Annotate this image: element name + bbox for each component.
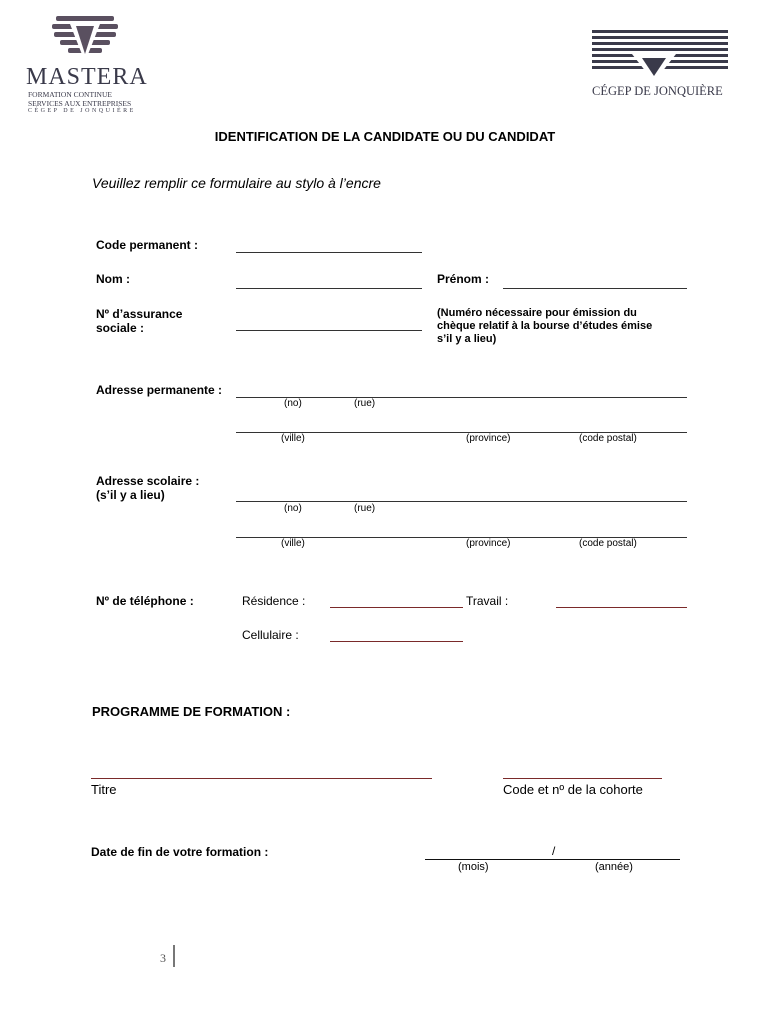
programme-heading: PROGRAMME DE FORMATION : (92, 704, 291, 719)
adresse-scolaire-label-line-2: (s’il y a lieu) (96, 488, 165, 502)
hint-ville-2: (ville) (281, 538, 305, 549)
nas-label-line-1: Nº d’assurance (96, 307, 183, 321)
cegep-stripes-icon (592, 30, 728, 82)
mastera-name: MASTERA (26, 64, 148, 90)
code-permanent-label: Code permanent : (96, 238, 199, 252)
adresse-permanente-label: Adresse permanente : (96, 383, 223, 397)
cohorte-field[interactable] (503, 778, 662, 779)
page-number: 3 (160, 951, 166, 965)
form-title: IDENTIFICATION DE LA CANDIDATE OU DU CANDIDAT (214, 129, 556, 144)
hint-province-2: (province) (466, 538, 511, 549)
date-fin-label: Date de fin de votre formation : (91, 845, 269, 859)
nas-note-line-1: (Numéro nécessaire pour émission du (437, 307, 637, 319)
hint-code-postal: (code postal) (579, 433, 637, 444)
hint-no-2: (no) (284, 503, 302, 514)
mastera-logo (26, 12, 156, 112)
hint-rue: (rue) (354, 398, 376, 409)
mastera-emblem-icon (50, 14, 120, 66)
date-separator: / (552, 844, 556, 858)
hint-annee: (année) (595, 861, 633, 873)
titre-field[interactable] (91, 778, 432, 779)
mastera-line-1: FORMATION CONTINUE (28, 90, 112, 99)
mastera-line-3: CÉGEP DE JONQUIÈRE (28, 108, 136, 114)
residence-field[interactable] (330, 607, 463, 608)
cellulaire-label: Cellulaire : (242, 628, 299, 642)
nas-label-line-2: sociale : (96, 321, 145, 335)
adresse-permanente-street-field[interactable] (236, 397, 687, 398)
hint-ville: (ville) (281, 433, 305, 444)
hint-no: (no) (284, 398, 302, 409)
nas-note-line-2: chèque relatif à la bourse d’études émise (437, 320, 653, 332)
cohorte-label: Code et nº de la cohorte (503, 782, 643, 797)
nom-field[interactable] (236, 288, 422, 289)
hint-code-postal-2: (code postal) (579, 538, 637, 549)
travail-label: Travail : (466, 594, 509, 608)
hint-rue-2: (rue) (354, 503, 376, 514)
residence-label: Résidence : (242, 594, 306, 608)
adresse-scolaire-label-line-1: Adresse scolaire : (96, 474, 200, 488)
date-fin-field[interactable] (425, 859, 680, 860)
instruction-text: Veuillez remplir ce formulaire au stylo à l’encre (92, 175, 381, 191)
hint-province: (province) (466, 433, 511, 444)
footer-divider (173, 945, 175, 967)
titre-label: Titre (91, 782, 117, 797)
travail-field[interactable] (556, 607, 687, 608)
mastera-line-2: SERVICES AUX ENTREPRISES (28, 99, 132, 108)
nas-note-line-3: s’il y a lieu) (437, 333, 497, 345)
code-permanent-field[interactable] (236, 252, 422, 253)
cegep-name: CÉGEP DE JONQUIÈRE (592, 84, 723, 98)
adresse-scolaire-street-field[interactable] (236, 501, 687, 502)
telephone-label: Nº de téléphone : (96, 594, 194, 608)
prenom-label: Prénom : (437, 272, 490, 286)
cellulaire-field[interactable] (330, 641, 463, 642)
cegep-logo (592, 30, 732, 102)
nom-label: Nom : (96, 272, 130, 286)
nas-field[interactable] (236, 330, 422, 331)
prenom-field[interactable] (503, 288, 687, 289)
hint-mois: (mois) (458, 861, 489, 873)
